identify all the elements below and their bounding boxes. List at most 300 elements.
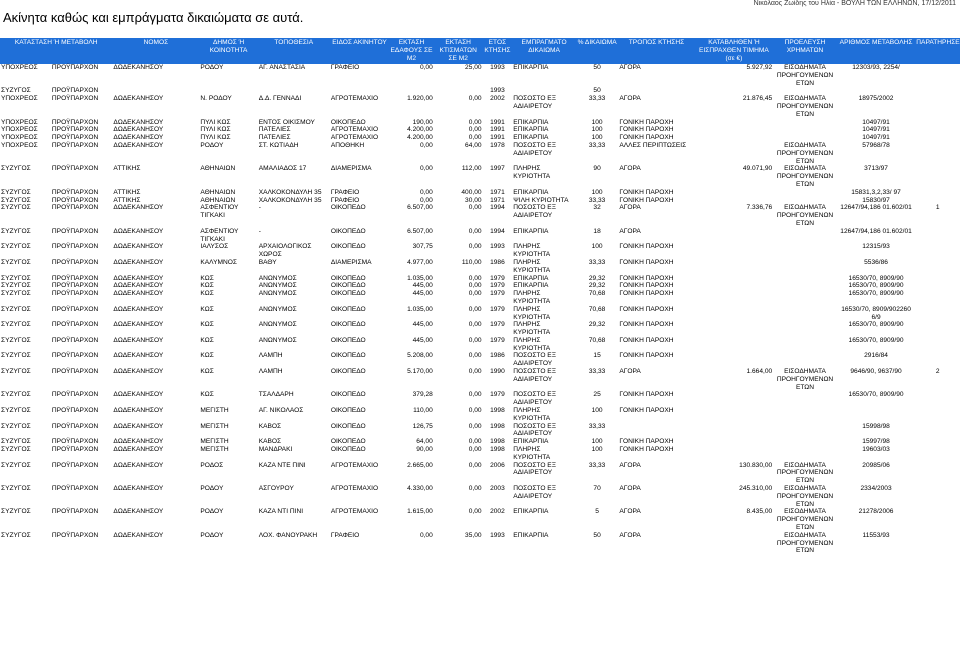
cell-land-area: 0,00	[419, 141, 433, 149]
cell-land-area: 1.035,00	[407, 305, 433, 313]
cell-percent: 5	[595, 508, 599, 516]
cell-change-number: 9646/90, 9637/90	[850, 368, 902, 376]
cell-status: ΠΡΟΫΠΑΡΧΟΝ	[51, 485, 99, 493]
cell-prefecture: ΔΩΔΕΚΑΝΗΣΟΥ	[113, 204, 164, 212]
cell-funds-origin: ΕΙΣΟΔΗΜΑΤΑ ΠΡΟΗΓΟΥΜΕΝΩΝ ΕΤΩΝ	[776, 368, 834, 391]
cell-year: 1986	[490, 352, 505, 360]
cell-municipality: ΚΩΣ	[200, 336, 214, 344]
cell-building-area: 0,00	[468, 438, 482, 446]
cell-person: ΣΥΖΥΓΟΣ	[1, 321, 31, 329]
cell-notes	[915, 282, 960, 290]
cell-price	[695, 407, 773, 423]
cell-price	[695, 282, 773, 290]
col-header-change-number: ΑΡΙΘΜΟΣ ΜΕΤΑΒΟΛΗΣ	[839, 39, 913, 46]
cell-prefecture: ΔΩΔΕΚΑΝΗΣΟΥ	[113, 531, 164, 539]
cell-municipality: ΑΣΦΕΝΤΙΟΥ ΤΙΓΚΑΚΙ	[200, 227, 239, 243]
cell-person: ΣΥΖΥΓΟΣ	[1, 438, 31, 446]
cell-change-number: 20985/06	[862, 461, 890, 469]
cell-status: ΠΡΟΫΠΑΡΧΟΝ	[51, 422, 99, 430]
cell-location: Δ.Δ. ΓΕΝΝΑΔΙ	[258, 95, 302, 103]
cell-property-type: ΟΙΚΟΠΕΔΟ	[330, 352, 366, 360]
cell-year: 1993	[490, 243, 505, 251]
cell-property-type: ΑΓΡΟΤΕΜΑΧΙΟ	[330, 461, 379, 469]
cell-price	[695, 321, 773, 337]
table-row	[0, 134, 960, 142]
cell-year: 1971	[490, 188, 505, 196]
cell-building-area: 0,00	[468, 422, 482, 430]
col-header-price: ΚΑΤΑΒΛΗΘΕΝ Ή ΕΙΣΠΡΑΧΘΕΝ ΤΙΜΗΜΑ (σε €)	[699, 39, 769, 62]
cell-status: ΠΡΟΫΠΑΡΧΟΝ	[51, 243, 99, 251]
cell-status: ΠΡΟΫΠΑΡΧΟΝ	[51, 336, 99, 344]
cell-status: ΠΡΟΫΠΑΡΧΟΝ	[51, 446, 99, 454]
col-header-status: ΚΑΤΑΣΤΑΣΗ Ή ΜΕΤΑΒΟΛΗ	[14, 39, 98, 46]
cell-funds-origin	[773, 306, 837, 322]
cell-status: ΠΡΟΫΠΑΡΧΟΝ	[51, 531, 99, 539]
cell-building-area: 0,00	[468, 282, 482, 290]
cell-land-area: 0,00	[419, 531, 433, 539]
cell-year: 1991	[490, 126, 505, 134]
cell-change-number: 15997/98	[862, 438, 890, 446]
cell-price: 7.336,76	[746, 204, 773, 212]
cell-prefecture: ΔΩΔΕΚΑΝΗΣΟΥ	[113, 243, 164, 251]
cell-building-area: 0,00	[468, 336, 482, 344]
cell-notes	[915, 391, 960, 407]
cell-building-area: 0,00	[468, 95, 482, 103]
cell-building-area: 0,00	[468, 407, 482, 415]
cell-person: ΣΥΖΥΓΟΣ	[1, 227, 31, 235]
cell-right: ΕΠΙΚΑΡΠΙΑ	[513, 282, 549, 290]
cell-right: ΕΠΙΚΑΡΠΙΑ	[513, 274, 549, 282]
cell-change-number	[837, 87, 915, 95]
cell-status: ΠΡΟΫΠΑΡΧΟΝ	[51, 274, 99, 282]
cell-acquisition	[618, 423, 694, 439]
cell-land-area: 0,00	[419, 64, 433, 71]
cell-right: ΠΟΣΟΣΤΟ ΕΞ ΑΔΙΑΙΡΕΤΟΥ	[513, 422, 556, 438]
cell-price: 49.071,90	[742, 165, 773, 173]
table-row	[0, 228, 960, 244]
cell-right: ΠΛΗΡΗΣ ΚΥΡΙΟΤΗΤΑ	[513, 407, 551, 422]
cell-status: ΠΡΟΫΠΑΡΧΟΝ	[51, 87, 99, 95]
cell-prefecture: ΔΩΔΕΚΑΝΗΣΟΥ	[113, 368, 164, 376]
cell-acquisition: ΓΟΝΙΚΗ ΠΑΡΟΧΗ	[619, 391, 674, 399]
cell-person: ΥΠΟΧΡΕΟΣ	[1, 126, 38, 134]
cell-property-type: ΟΙΚΟΠΕΔΟ	[330, 438, 366, 446]
cell-property-type: ΟΙΚΟΠΕΔΟ	[330, 407, 366, 415]
cell-municipality: ΡΟΔΟΥ	[200, 64, 224, 71]
cell-year: 1990	[490, 368, 505, 376]
cell-status: ΠΡΟΫΠΑΡΧΟΝ	[51, 196, 99, 204]
cell-location: ΛΑΜΠΗ	[258, 352, 283, 360]
cell-funds-origin: ΕΙΣΟΔΗΜΑΤΑ ΠΡΟΗΓΟΥΜΕΝΩΝ ΕΤΩΝ	[776, 485, 834, 508]
cell-status: ΠΡΟΫΠΑΡΧΟΝ	[51, 141, 99, 149]
cell-location: ΑΓ. ΑΝΑΣΤΑΣΙΑ	[258, 64, 306, 71]
cell-building-area: 0,00	[468, 118, 482, 126]
cell-funds-origin	[773, 337, 837, 353]
cell-building-area: 0,00	[468, 461, 482, 469]
cell-land-area: 4.977,00	[407, 258, 433, 266]
cell-acquisition: ΓΟΝΙΚΗ ΠΑΡΟΧΗ	[619, 305, 674, 313]
cell-change-number: 16530/70, 8909/902260 6/9	[841, 305, 911, 321]
cell-location: ΚΑΖΑ ΝΤΙ ΠΙΝΙ	[258, 508, 304, 516]
cell-funds-origin	[773, 228, 837, 244]
cell-funds-origin: ΕΙΣΟΔΗΜΑΤΑ ΠΡΟΗΓΟΥΜΕΝΩΝ ΕΤΩΝ	[776, 461, 834, 485]
cell-funds-origin	[773, 446, 837, 462]
cell-right: ΠΟΣΟΣΤΟ ΕΞ ΑΔΙΑΙΡΕΤΟΥ	[513, 141, 556, 157]
cell-location: ΚΑΒΟΣ	[258, 438, 282, 446]
cell-price: 8.435,00	[746, 508, 773, 516]
cell-land-area	[389, 87, 434, 95]
cell-funds-origin	[773, 423, 837, 439]
cell-right: ΕΠΙΚΑΡΠΙΑ	[513, 508, 549, 516]
cell-change-number: 10497/91	[862, 134, 890, 142]
cell-land-area: 379,28	[412, 391, 433, 399]
cell-price	[695, 275, 773, 283]
cell-municipality: ΚΩΣ	[200, 321, 214, 329]
cell-percent: 50	[593, 64, 601, 71]
cell-location: ΠΑΤΕΛΙΕΣ	[258, 126, 291, 134]
cell-percent: 33,33	[588, 461, 606, 469]
table-row	[0, 352, 960, 368]
cell-acquisition: ΓΟΝΙΚΗ ΠΑΡΟΧΗ	[619, 352, 674, 360]
cell-location: ΑΡΧΑΙΟΛΟΓΙΚΟΣ ΧΩΡΟΣ	[258, 243, 312, 259]
cell-change-number: 16530/70, 8909/90	[848, 336, 904, 344]
table-row	[0, 423, 960, 439]
cell-land-area: 445,00	[412, 290, 433, 298]
cell-status: ΠΡΟΫΠΑΡΧΟΝ	[51, 352, 99, 360]
cell-change-number: 10497/91	[862, 118, 890, 126]
cell-percent: 29,32	[588, 321, 606, 329]
cell-prefecture: ΔΩΔΕΚΑΝΗΣΟΥ	[113, 64, 164, 71]
cell-land-area: 445,00	[412, 282, 433, 290]
cell-acquisition	[618, 87, 694, 95]
cell-year: 1993	[490, 531, 505, 539]
cell-property-type: ΟΙΚΟΠΕΔΟ	[330, 391, 366, 399]
table-row	[0, 282, 960, 290]
cell-acquisition: ΓΟΝΙΚΗ ΠΑΡΟΧΗ	[619, 134, 674, 142]
col-header-acquisition: ΤΡΟΠΟΣ ΚΤΗΣΗΣ	[628, 39, 685, 46]
cell-property-type: ΑΓΡΟΤΕΜΑΧΙΟ	[330, 134, 379, 142]
cell-change-number: 16530/70, 8909/90	[848, 321, 904, 329]
cell-prefecture: ΔΩΔΕΚΑΝΗΣΟΥ	[113, 336, 164, 344]
cell-property-type: ΟΙΚΟΠΕΔΟ	[330, 305, 366, 313]
cell-land-area: 4.200,00	[407, 134, 433, 142]
cell-notes	[915, 64, 960, 87]
cell-funds-origin	[773, 134, 837, 142]
col-header-prefecture: ΝΟΜΟΣ	[143, 39, 169, 46]
table-row	[0, 119, 960, 127]
cell-location: ΑΣΓΟΥΡΟΥ	[258, 485, 294, 493]
cell-land-area: 4.200,00	[407, 126, 433, 134]
cell-location: ΚΑΖΑ ΝΤΕ ΠΙΝΙ	[258, 461, 306, 469]
cell-location: ΛΟΧ. ΦΑΝΟΥΡΑΚΗ	[258, 531, 318, 539]
cell-percent: 90	[593, 165, 601, 173]
cell-percent: 29,32	[588, 282, 606, 290]
cell-percent: 70,68	[588, 305, 606, 313]
cell-change-number: 15830/97	[862, 196, 890, 204]
cell-prefecture: ΔΩΔΕΚΑΝΗΣΟΥ	[113, 95, 164, 103]
cell-acquisition: ΑΓΟΡΑ	[619, 165, 641, 173]
cell-municipality: ΡΟΔΟΥ	[200, 141, 224, 149]
cell-prefecture: ΑΤΤΙΚΗΣ	[113, 188, 141, 196]
assets-table	[0, 38, 966, 555]
cell-funds-origin	[773, 119, 837, 127]
cell-building-area: 400,00	[461, 188, 482, 196]
cell-acquisition: ΓΟΝΙΚΗ ΠΑΡΟΧΗ	[619, 282, 674, 290]
cell-funds-origin: ΕΙΣΟΔΗΜΑΤΑ ΠΡΟΗΓΟΥΜΕΝΩΝ ΕΤΩΝ	[776, 204, 834, 227]
cell-prefecture: ΔΩΔΕΚΑΝΗΣΟΥ	[113, 134, 164, 142]
cell-right: ΕΠΙΚΑΡΠΙΑ	[513, 531, 549, 539]
cell-right: ΠΛΗΡΗΣ ΚΥΡΙΟΤΗΤΑ	[513, 321, 551, 337]
cell-funds-origin	[773, 282, 837, 290]
cell-location: ΑΝΩΝΥΜΟΣ	[258, 274, 297, 282]
cell-notes	[915, 228, 960, 244]
cell-prefecture: ΔΩΔΕΚΑΝΗΣΟΥ	[113, 282, 164, 290]
cell-acquisition: ΑΓΟΡΑ	[619, 531, 641, 539]
cell-price: 5.927,92	[746, 64, 773, 71]
cell-change-number: 21278/2006	[858, 508, 894, 516]
cell-building-area: 0,00	[468, 321, 482, 329]
cell-status: ΠΡΟΫΠΑΡΧΟΝ	[51, 134, 99, 142]
page-header	[0, 0, 960, 34]
cell-price	[695, 532, 773, 555]
cell-change-number: 19603/03	[862, 446, 890, 454]
cell-prefecture: ΔΩΔΕΚΑΝΗΣΟΥ	[113, 352, 164, 360]
cell-person: ΣΥΖΥΓΟΣ	[1, 188, 31, 196]
cell-building-area: 110,00	[461, 258, 482, 266]
cell-location: ΑΝΩΝΥΜΟΣ	[258, 321, 297, 329]
cell-property-type: ΟΙΚΟΠΕΔΟ	[330, 321, 366, 329]
cell-municipality: ΚΩΣ	[200, 274, 214, 282]
col-header-property-type: ΕΙΔΟΣ ΑΚΙΝΗΤΟΥ	[332, 39, 387, 46]
table-row	[0, 259, 960, 275]
cell-notes	[915, 189, 960, 197]
cell-person: ΥΠΟΧΡΕΟΣ	[1, 95, 38, 103]
cell-municipality: ΜΕΓΙΣΤΗ	[200, 422, 229, 430]
cell-year: 1998	[490, 407, 505, 415]
cell-acquisition: ΑΓΟΡΑ	[619, 508, 641, 516]
cell-property-type: ΟΙΚΟΠΕΔΟ	[330, 446, 366, 454]
cell-notes	[915, 197, 960, 205]
cell-percent: 100	[591, 446, 603, 454]
cell-price	[695, 197, 773, 205]
cell-price: 245.310,00	[739, 485, 773, 493]
cell-property-type	[330, 87, 389, 95]
cell-funds-origin	[773, 197, 837, 205]
cell-notes	[915, 337, 960, 353]
cell-building-area: 0,00	[468, 134, 482, 142]
cell-municipality: ΡΟΔΟΥ	[200, 485, 224, 493]
cell-municipality: ΚΩΣ	[200, 391, 214, 399]
cell-municipality: ΙΑΛΥΣΟΣ	[200, 243, 229, 251]
cell-year: 2003	[490, 485, 505, 493]
cell-land-area: 6.507,00	[407, 204, 433, 212]
cell-land-area: 1.920,00	[407, 95, 433, 103]
cell-land-area: 90,00	[416, 446, 433, 454]
cell-person: ΣΥΖΥΓΟΣ	[1, 258, 31, 266]
cell-property-type: ΟΙΚΟΠΕΔΟ	[330, 118, 366, 126]
cell-land-area: 110,00	[413, 407, 433, 415]
cell-percent: 33,33	[588, 422, 606, 430]
cell-percent: 70	[593, 485, 601, 493]
cell-location: ΑΓ. ΝΙΚΟΛΑΟΣ	[258, 407, 304, 415]
table-row	[0, 243, 960, 259]
cell-acquisition: ΓΟΝΙΚΗ ΠΑΡΟΧΗ	[619, 274, 674, 282]
cell-year: 1978	[490, 141, 505, 149]
cell-change-number: 10497/91	[862, 126, 890, 134]
cell-notes	[915, 446, 960, 462]
cell-person: ΣΥΖΥΓΟΣ	[1, 282, 31, 290]
cell-property-type: ΟΙΚΟΠΕΔΟ	[330, 282, 366, 290]
cell-status: ΠΡΟΫΠΑΡΧΟΝ	[51, 64, 99, 71]
cell-notes	[915, 485, 960, 508]
cell-acquisition: ΓΟΝΙΚΗ ΠΑΡΟΧΗ	[619, 196, 674, 204]
cell-change-number: 2916/84	[864, 352, 888, 360]
cell-price	[695, 438, 773, 446]
cell-property-type: ΔΙΑΜΕΡΙΣΜΑ	[330, 258, 372, 266]
cell-funds-origin: ΕΙΣΟΔΗΜΑΤΑ ΠΡΟΗΓΟΥΜΕΝΩΝ ΕΤΩΝ	[776, 95, 834, 118]
cell-land-area: 64,00	[416, 438, 433, 446]
cell-right: ΠΟΣΟΣΤΟ ΕΞ ΑΔΙΑΙΡΕΤΟΥ	[513, 95, 556, 110]
cell-municipality: ΡΟΔΟΣ	[200, 461, 224, 469]
cell-location: ΑΝΩΝΥΜΟΣ	[258, 305, 297, 313]
cell-property-type: ΑΓΡΟΤΕΜΑΧΙΟ	[330, 95, 379, 103]
cell-status: ΠΡΟΫΠΑΡΧΟΝ	[51, 204, 99, 212]
cell-status: ΠΡΟΫΠΑΡΧΟΝ	[51, 95, 99, 103]
cell-acquisition: ΓΟΝΙΚΗ ΠΑΡΟΧΗ	[619, 336, 674, 344]
cell-right: ΠΛΗΡΗΣ ΚΥΡΙΟΤΗΤΑ	[513, 258, 551, 274]
cell-municipality: ΜΕΓΙΣΤΗ	[200, 407, 229, 415]
cell-acquisition: ΑΓΟΡΑ	[619, 227, 641, 235]
cell-property-type: ΟΙΚΟΠΕΔΟ	[330, 227, 366, 235]
cell-prefecture: ΔΩΔΕΚΑΝΗΣΟΥ	[113, 227, 164, 235]
cell-person: ΣΥΖΥΓΟΣ	[1, 243, 31, 251]
cell-person: ΣΥΖΥΓΟΣ	[1, 336, 31, 344]
cell-municipality: ΡΟΔΟΥ	[200, 508, 224, 516]
cell-funds-origin	[773, 259, 837, 275]
cell-notes	[915, 352, 960, 368]
col-header-percent: % ΔΙΚΑΙΩΜΑ	[577, 39, 617, 46]
cell-percent: 50	[593, 531, 601, 539]
cell-year: 1979	[490, 305, 505, 313]
cell-person: ΣΥΖΥΓΟΣ	[1, 422, 31, 430]
cell-location: ΧΑΛΚΟΚΟΝΔΥΛΗ 35	[258, 196, 322, 204]
cell-funds-origin	[773, 275, 837, 283]
cell-building-area: 0,00	[468, 391, 482, 399]
cell-funds-origin	[773, 126, 837, 134]
cell-funds-origin	[773, 391, 837, 407]
col-header-land-area: ΕΚΤΑΣΗ ΕΔΑΦΟΥΣ ΣΕ Μ2	[390, 39, 433, 62]
cell-prefecture: ΔΩΔΕΚΑΝΗΣΟΥ	[113, 321, 164, 329]
cell-right	[512, 87, 576, 95]
cell-property-type: ΓΡΑΦΕΙΟ	[330, 64, 360, 71]
cell-price	[695, 446, 773, 462]
cell-acquisition: ΑΓΟΡΑ	[619, 64, 641, 71]
cell-acquisition: ΑΓΟΡΑ	[619, 368, 641, 376]
cell-price	[695, 142, 773, 165]
cell-prefecture: ΔΩΔΕΚΑΝΗΣΟΥ	[113, 508, 164, 516]
cell-right: ΕΠΙΚΑΡΠΙΑ	[513, 438, 549, 446]
cell-right: ΕΠΙΚΑΡΠΙΑ	[513, 227, 549, 235]
cell-prefecture: ΑΤΤΙΚΗΣ	[113, 196, 141, 204]
cell-acquisition: ΑΓΟΡΑ	[619, 204, 641, 212]
table-row	[0, 275, 960, 283]
cell-notes	[915, 462, 960, 485]
cell-location: ΑΝΩΝΥΜΟΣ	[258, 290, 297, 298]
cell-municipality: ΚΩΣ	[200, 352, 214, 360]
cell-person: ΣΥΖΥΓΟΣ	[1, 508, 31, 516]
cell-building-area: 64,00	[465, 141, 482, 149]
table-row	[0, 407, 960, 423]
table-row	[0, 64, 960, 87]
cell-notes	[915, 532, 960, 555]
cell-change-number: 12647/94,186 01.602/01	[840, 204, 912, 212]
cell-municipality: ΑΘΗΝΑΙΩΝ	[200, 188, 236, 196]
cell-prefecture: ΔΩΔΕΚΑΝΗΣΟΥ	[113, 391, 164, 399]
cell-percent: 25	[593, 391, 601, 399]
cell-percent: 100	[591, 118, 603, 126]
cell-person: ΣΥΖΥΓΟΣ	[1, 531, 31, 539]
cell-person: ΣΥΖΥΓΟΣ	[1, 87, 31, 95]
cell-right: ΠΟΣΟΣΤΟ ΕΞ ΑΔΙΑΙΡΕΤΟΥ	[513, 204, 556, 220]
cell-location: ΚΑΒΟΣ	[258, 422, 282, 430]
cell-percent: 18	[593, 227, 601, 235]
cell-status: ΠΡΟΫΠΑΡΧΟΝ	[51, 258, 99, 266]
col-header-municipality: ΔΗΜΟΣ Ή ΚΟΙΝΟΤΗΤΑ	[209, 39, 248, 54]
cell-acquisition: ΓΟΝΙΚΗ ΠΑΡΟΧΗ	[619, 188, 674, 196]
cell-location: ΠΑΤΕΛΙΕΣ	[258, 134, 291, 142]
cell-year: 1979	[490, 282, 505, 290]
cell-notes	[915, 306, 960, 322]
cell-funds-origin	[773, 87, 837, 95]
cell-percent: 100	[591, 243, 603, 251]
cell-acquisition: ΓΟΝΙΚΗ ΠΑΡΟΧΗ	[619, 258, 674, 266]
cell-municipality: ΠΥΛΙ ΚΩΣ	[200, 118, 231, 126]
cell-funds-origin	[773, 407, 837, 423]
cell-status: ΠΡΟΫΠΑΡΧΟΝ	[51, 165, 99, 173]
cell-land-area: 0,00	[419, 165, 433, 173]
cell-right: ΕΠΙΚΑΡΠΙΑ	[513, 118, 549, 126]
cell-year: 1979	[490, 391, 505, 399]
cell-property-type: ΑΠΟΘΗΚΗ	[330, 141, 365, 149]
cell-land-area: 2.665,00	[407, 461, 433, 469]
cell-right: ΠΛΗΡΗΣ ΚΥΡΙΟΤΗΤΑ	[513, 165, 551, 181]
cell-percent: 100	[591, 126, 603, 134]
cell-notes	[915, 243, 960, 259]
cell-price	[695, 423, 773, 439]
cell-building-area: 0,00	[468, 446, 482, 454]
cell-percent: 100	[591, 407, 603, 415]
cell-notes	[915, 142, 960, 165]
cell-price	[695, 259, 773, 275]
cell-status: ΠΡΟΫΠΑΡΧΟΝ	[51, 391, 99, 399]
cell-prefecture: ΑΤΤΙΚΗΣ	[113, 165, 141, 173]
cell-right: ΠΟΣΟΣΤΟ ΕΞ ΑΔΙΑΙΡΕΤΟΥ	[513, 461, 556, 477]
cell-building-area: 35,00	[465, 531, 482, 539]
cell-year: 1979	[490, 274, 505, 282]
cell-building-area: 0,00	[468, 305, 482, 313]
cell-municipality: ΑΘΗΝΑΙΩΝ	[200, 165, 236, 173]
cell-price	[695, 126, 773, 134]
cell-funds-origin	[773, 189, 837, 197]
cell-property-type: ΟΙΚΟΠΕΔΟ	[330, 274, 366, 282]
table-row	[0, 204, 960, 227]
cell-land-area: 445,00	[412, 321, 433, 329]
cell-price	[695, 228, 773, 244]
cell-price	[695, 391, 773, 407]
cell-property-type: ΑΓΡΟΤΕΜΑΧΙΟ	[330, 126, 379, 134]
table-row	[0, 189, 960, 197]
col-header-notes: ΠΑΡΑΤΗΡΗΣΕΙΣ	[916, 39, 966, 46]
